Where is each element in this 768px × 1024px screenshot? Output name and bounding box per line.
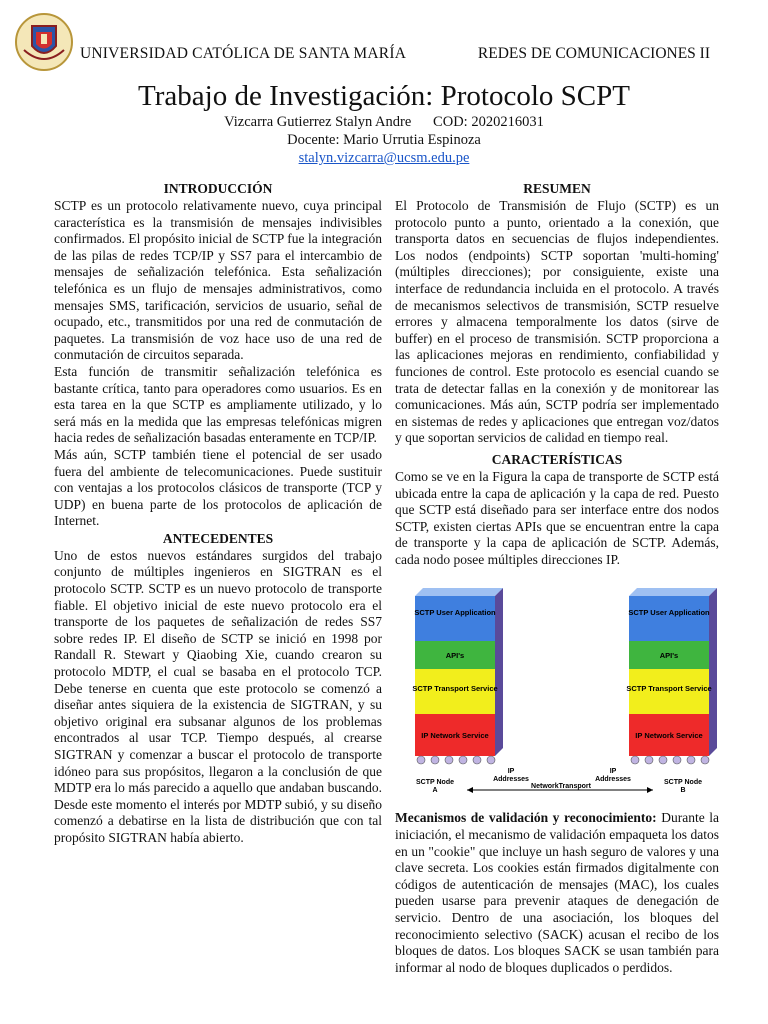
paragraph: Esta función de transmitir señalización telefónica es bastante crítica, tanto para operadores como usuarios. Es en esta tarea en la que SCTP es ampliamente utilizado, y lo será más en la medida que las empresas telefónicas migren hacia redes de señalización basadas enteramente en TCP/IP. [54, 363, 382, 446]
node-b-label: SCTP Node B [664, 779, 702, 795]
university-name: UNIVERSIDAD CATÓLICA DE SANTA MARÍA [80, 45, 407, 62]
left-column [54, 180, 382, 847]
paragraph: El Protocolo de Transmisión de Flujo (SCTP) es un protocolo punto a punto, orientado a la conexión, que transporta datos en secuencias de flujos independientes. Los nodos (endpoints) SCTP soportan 'multi-homing' (múltiples direcciones); por consiguiente, existe una interface de redundancia incluida en el protocolo. A través de mecanismos selectivos de transmisión, SCTP resuelve errores y almacena temporalmente los datos (sirve de buffer) en el proceso de transmisión. SCTP proporciona a las aplicaciones mejoras en rendimiento, confiabilidad y funciones de control. Este protocolo es esencial cuando se trata de detectar fallas en la conexión y de monitorear las comunicaciones. Más aún, SCTP podría ser implementado en sistemas de redes y aplicaciones que entregan voz/datos y que soportan servicios de calidad en tiempo real. [395, 198, 719, 446]
section-heading-antecedentes: ANTECEDENTES [162, 530, 274, 546]
section-heading-resumen: RESUMEN [523, 181, 591, 196]
layer-label: SCTP Transport Service [626, 684, 712, 694]
paragraph-lead: Mecanismos de validación y reconocimiento: [395, 810, 657, 826]
course-name: REDES DE COMUNICACIONES II [477, 45, 710, 62]
email-wrapper [0, 149, 768, 167]
paper-title: Trabajo de Investigación: Protocolo SCPT [138, 80, 630, 112]
page-header [0, 0, 768, 80]
paragraph: Más aún, SCTP también tiene el potencial de ser usado fuera del ambiente de telecomunicaciones. Puede sustituir con ventajas a los protocolos clásicos de transporte (TCP y UDP) en buena parte de los protocolos de aplicación de Internet. [54, 446, 382, 529]
email-link[interactable]: stalyn.vizcarra@ucsm.edu.pe [298, 150, 470, 166]
ip-label-b: IP Addresses [595, 768, 631, 784]
section-heading-caracteristicas: CARACTERÍSTICAS [491, 451, 623, 467]
layer-label: IP Network Service [635, 731, 703, 741]
layer-label: API's [659, 651, 679, 661]
node-a-label: SCTP Node A [416, 779, 454, 795]
node-b-stack [626, 588, 717, 756]
layer-label: SCTP Transport Service [412, 684, 498, 694]
layer-app-a [415, 596, 495, 641]
ip-label-a: IP Addresses [493, 768, 529, 784]
paragraph: SCTP es un protocolo relativamente nuevo, cuya principal característica es la transmisión de mensajes indivisibles confirmados. El propósito inicial de SCTP fue la integración de las pilas de redes TCP/IP y SS7 para el intercambio de mensajes de señalización telefónica. Esta señalización telefónica es un flujo de mensajes administrativos, como mensajes SMS, tarificación, servicios de usuario, señal de ocupado, etc., transmitidos por una red de conmutación de paquetes. La transmisión de voz hace uso de una red de conmutación de circuitos separada. [54, 198, 382, 363]
sctp-architecture-figure [395, 586, 719, 808]
right-column [395, 180, 719, 976]
layer-app-b [629, 596, 709, 641]
layer-label: IP Network Service [421, 731, 489, 741]
layer-label: API's [445, 651, 465, 661]
authors-line: Vizcarra Gutierrez Stalyn Andre COD: 2020216031 [224, 114, 544, 130]
layer-label: SCTP User Application [414, 608, 496, 618]
ip-address-dots [417, 756, 709, 764]
paragraph: Como se ve en la Figura la capa de transporte de SCTP está ubicada entre la capa de aplicación y la capa de red. Puesto que SCTP está diseñado para ser interface entre dos nodos SCTP, existen ciertas APIs que se encuentran entre la capa de transporte y la capa de aplicación de SCTP. Además, cada nodo posee múltiples direcciones IP. [395, 468, 719, 567]
paragraph-text: Durante la iniciación, el mecanismo de validación empaqueta los datos en un "cookie" que incluye un hash seguro de valores y una clave secreta. Los cookies están firmados digitalmente con códigos de autenticación de mensajes (MAC), los cuales pueden usarse para prevenir ataques de denegación de servicio. Dentro de una asociación, los bloques del reconocimiento selectivo (SACK) acusan el recibo de los bloques de datos. Los bloques SACK se usan también para informar al nodo de bloques duplicados o perdidos. [395, 810, 719, 975]
network-transport-label: NetworkTransport [531, 783, 591, 791]
paragraph-mecanismos [395, 810, 719, 976]
section-heading-introduccion: INTRODUCCIÓN [163, 181, 273, 196]
university-crest-icon [14, 12, 74, 72]
docente-line: Docente: Mario Urrutia Espinoza [287, 132, 481, 148]
layer-label: SCTP User Application [628, 608, 710, 618]
node-a-stack [412, 588, 503, 756]
paragraph: Uno de estos nuevos estándares surgidos del trabajo conjunto de múltiples ingenieros en SIGTRAN es el protocolo SCTP. SCTP es un nuevo protocolo de transporte fiable. El objetivo inicial de este nuevo protocolo era el transporte de los paquetes de señalización de redes SS7 sobre redes IP. El diseño de SCTP se inició en 1998 por Randall R. Stewart y Qiaobing Xie, cuando crearon su protocolo MDTP, el cual se basaba en el protocolo TCP. Debe tenerse en cuenta que este protocolo se comenzó a diseñar antes siquiera de la existencia de SIGTRAN, y su objetivo original era subsanar algunos de los problemas encontrados al usar TCP. Tiempo después, al crearse SIGTRAN y comenzar a buscar el protocolo de transporte idóneo para sus propósitos, llegaron a la conclusión de que MDTP era lo más parecido a aquello que andaban buscando. Desde este momento el interés por MDTP subió, y su diseño comenzó a debatirse en la lista de distribución que con tal propósito SIGTRAN había abierto. [54, 547, 382, 845]
